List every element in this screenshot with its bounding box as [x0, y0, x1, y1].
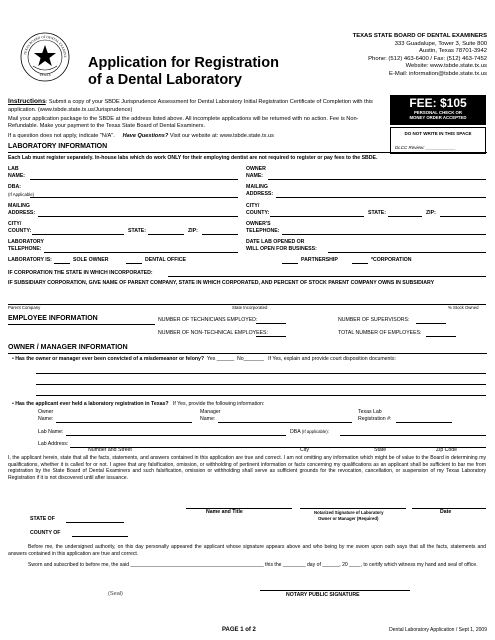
signature-field[interactable] — [300, 508, 406, 509]
fee-amount: FEE: $105 — [409, 96, 467, 110]
notary-signature-caption: NOTARY PUBLIC SIGNATURE — [286, 592, 360, 598]
fee-payment-1: PERSONAL CHECK OR — [414, 110, 462, 115]
board-address-2: Austin, Texas 78701-3942 — [418, 48, 487, 55]
owner-caption: Owner — [38, 409, 54, 415]
number-street-caption: Number and Street — [88, 447, 132, 453]
instructions-heading: Instructions — [8, 98, 46, 105]
registration-label: Registration #: — [358, 416, 392, 422]
owner-zip-label: ZIP: — [426, 210, 436, 216]
supervisors-field[interactable] — [416, 323, 446, 324]
lab-mailing-address-field[interactable] — [38, 216, 238, 217]
owner-state-field[interactable] — [388, 216, 422, 217]
city-caption: City — [300, 447, 309, 453]
technicians-field[interactable] — [256, 323, 286, 324]
board-contact-block — [353, 33, 487, 78]
state-caption: State — [374, 447, 387, 453]
lab-telephone-label: LABORATORY TELEPHONE: — [8, 239, 44, 252]
title-line-1: Application for Registration — [88, 55, 279, 71]
name-title-caption: Name and Title — [206, 509, 243, 515]
corp-state-field[interactable] — [168, 276, 486, 277]
prior-manager-name-field[interactable] — [218, 422, 352, 423]
lab-is-label: LABORATORY IS: — [8, 257, 52, 263]
date-opened-field[interactable] — [328, 252, 486, 253]
instructions-na-note: If a question does not apply, indicate "N/A". — [8, 133, 115, 140]
technicians-label: NUMBER OF TECHNICIANS EMPLOYED: — [158, 317, 258, 323]
owner-name-label: Name: — [38, 416, 54, 422]
board-address-1: 333 Guadalupe, Tower 3, Suite 800 — [394, 40, 487, 47]
divider — [8, 324, 155, 325]
title-line-2: of a Dental Laboratory — [88, 72, 242, 89]
fee-box — [390, 95, 486, 125]
sole-owner-checkbox[interactable] — [54, 263, 70, 264]
board-website: Website: www.tsbde.state.tx.us — [405, 63, 487, 70]
state-incorporated-caption: State Incorporated — [232, 305, 268, 310]
corporation-checkbox[interactable] — [352, 263, 368, 264]
seal-placeholder: (Seal) — [108, 591, 123, 597]
conviction-question: • Has the owner or manager ever been convicted of a misdemeanor or felony? Yes ______ No_______ If Yes, explain and provide court disposition documents: — [12, 356, 396, 362]
corporation-label: *CORPORATION — [371, 257, 412, 263]
office-use-box — [390, 127, 486, 154]
total-employees-field[interactable] — [426, 336, 456, 337]
partnership-checkbox[interactable] — [282, 263, 298, 264]
fee-payment-2: MONEY ORDER ACCEPTED — [409, 114, 467, 120]
manager-name-label: Name: — [200, 416, 216, 422]
texas-board-seal — [20, 32, 70, 82]
lab-state-label: STATE: — [128, 228, 146, 234]
dental-office-checkbox[interactable] — [126, 263, 142, 264]
owners-telephone-field[interactable] — [282, 234, 486, 235]
divider — [8, 152, 487, 153]
notarized-signature-caption: Notarized Signature of Laboratory — [314, 510, 384, 515]
lab-mailing-address-label: MAILING ADDRESS: — [8, 203, 36, 216]
prior-lab-address-label: Lab Address: — [38, 441, 69, 447]
notary-signature-field[interactable] — [260, 590, 410, 591]
lab-telephone-field[interactable] — [44, 252, 238, 253]
employee-info-heading: EMPLOYEE INFORMATION — [8, 315, 98, 322]
conviction-explain-line[interactable] — [36, 373, 486, 374]
dba-label: DBA: — [8, 184, 21, 190]
owner-manager-required-caption: Owner or Manager (Required) — [318, 516, 379, 521]
instructions — [8, 98, 386, 141]
state-of-label: STATE OF — [30, 516, 55, 522]
lab-name-field[interactable] — [30, 179, 238, 180]
non-technical-field[interactable] — [256, 336, 286, 337]
lab-name-label: LAB NAME: — [8, 166, 26, 179]
owner-mailing-address-field[interactable] — [276, 197, 486, 198]
dental-office-label: DENTAL OFFICE — [145, 257, 187, 263]
lab-info-heading: LABORATORY INFORMATION — [8, 143, 108, 150]
prior-owner-name-field[interactable] — [56, 422, 192, 423]
lab-state-field[interactable] — [148, 234, 184, 235]
owner-state-label: STATE: — [368, 210, 386, 216]
instructions-line-2: Mail your application package to the SBDE at the address listed above. All incomplete applications will be returned with no action. Fee is Non-Refundable. Make your payment to the Texas State Board of Dental Examiners. — [8, 115, 359, 130]
lab-zip-field[interactable] — [202, 234, 238, 235]
dba-note: (If Applicable) — [8, 192, 35, 197]
owner-manager-heading: OWNER / MANAGER INFORMATION — [8, 344, 128, 351]
manager-caption: Manager — [200, 409, 221, 415]
have-questions: Have Questions? — [122, 133, 169, 140]
partnership-label: PARTNERSHIP — [301, 257, 338, 263]
owner-name-field[interactable] — [268, 179, 486, 180]
corp-state-label: IF CORPORATION THE STATE IN WHICH INCORPORATED: — [8, 270, 153, 276]
owners-telephone-label: OWNER'S TELEPHONE: — [246, 221, 280, 234]
supervisors-label: NUMBER OF SUPERVISORS: — [338, 317, 410, 323]
sworn-paragraph: Sworn and subscribed to before me, the said _______________________________________________ this the ________ day of ______, 20 ____, to certify which witness my hand and seal of office. — [28, 562, 478, 568]
prior-registration-question: • Has the applicant ever held a laboratory registration in Texas? If Yes, provide the following information: — [12, 401, 265, 407]
page-number: PAGE 1 of 2 — [222, 627, 256, 633]
prior-lab-address-field[interactable] — [70, 447, 486, 448]
county-of-label: COUNTY OF — [30, 530, 61, 536]
sole-owner-label: SOLE OWNER — [73, 257, 109, 263]
subsidiary-label: IF SUBSIDIARY CORPORATION, GIVE NAME OF PARENT COMPANY, STATE IN WHICH CORPORATED, AND PERCENT OF STOCK PARENT COMPANY OWNS IN SUBSIDIARY — [8, 280, 435, 286]
board-name: TEXAS STATE BOARD OF DENTAL EXAMINERS — [352, 33, 487, 39]
prior-dba-field[interactable] — [340, 435, 486, 436]
dlcc-review: DLCC Review: ____________ — [395, 144, 456, 150]
pct-stock-caption: % Stock Owned — [448, 305, 479, 310]
seal-bottom-text: TEXAS — [39, 73, 51, 77]
state-of-field[interactable] — [66, 522, 124, 523]
conviction-yes[interactable]: Yes ______ — [206, 356, 235, 362]
owner-name-label: OWNER NAME: — [246, 166, 266, 179]
conviction-explain-line[interactable] — [36, 395, 486, 396]
owner-zip-field[interactable] — [440, 216, 486, 217]
texas-lab-caption: Texas Lab — [358, 409, 382, 415]
lab-zip-label: ZIP: — [188, 228, 198, 234]
board-email: E-Mail: information@tsbde.state.tx.us — [389, 70, 487, 77]
divider — [8, 353, 487, 354]
prior-lab-name-label: Lab Name: — [38, 429, 64, 435]
non-technical-label: NUMBER OF NON-TECHNICAL EMPLOYEES: — [158, 330, 268, 336]
instructions-line-1: : Submit a copy of your SBDE Jurisprudence Assessment for Dental Laboratory Initial Registration Certificate of Completion with this application. (www.tsbde.state.tx.us/Jurisprudence) — [8, 99, 373, 113]
conviction-no[interactable]: No_______ — [237, 356, 264, 362]
seal-text: TEXAS BOARD OF DENTAL EXAMINE — [23, 34, 68, 58]
conviction-explain-line[interactable] — [36, 384, 486, 385]
date-opened-label: DATE LAB OPENED OR WILL OPEN FOR BUSINESS: — [246, 239, 317, 252]
registration-field[interactable] — [396, 422, 452, 423]
date-caption: Date — [440, 509, 452, 515]
board-phone: Phone: (512) 463-6400 / Fax: (512) 463-7452 — [368, 55, 487, 62]
form-version: Dental Laboratory Application / Sept 1, 2009 — [389, 627, 487, 633]
form-title — [88, 55, 279, 90]
before-me-paragraph: Before me, the undersigned authority, on this day personally appeared the applicant whose signature appears above and who being by me sworn upon oath says that all the facts, statements and answers contained in this application are true and correct. — [8, 544, 486, 557]
lab-city-county-label: CITY/ COUNTY: — [8, 221, 32, 234]
owner-city-county-label: CITY/ COUNTY: — [246, 203, 270, 216]
lab-city-county-field[interactable] — [32, 234, 124, 235]
owner-city-county-field[interactable] — [270, 216, 364, 217]
owner-mailing-address-label: MAILING ADDRESS: — [246, 184, 274, 197]
attestation-paragraph: I, the applicant herein, state that all the facts, statements, and answers contained in this application are true and correct. I am not omitting any information which might be of value to the Board in determining my qualifications, whether it is called for or not. I agree that any falsification, omission, or withholding of pertinent information or facts concerning my qualifications as an applicant shall be sufficient to bar me from registration by the State Board of Dental Examiners and such falsification, omission or withholding shall serve as sufficient grounds for the revocation, cancellation, or suspension of my Texas Laboratory Registration if it is not discovered until after issuance. — [8, 455, 486, 481]
prior-lab-name-field[interactable] — [66, 435, 286, 436]
website-note: Visit our website at: www.tsbde.state.tx.us — [169, 133, 274, 140]
dba-field[interactable] — [30, 197, 238, 198]
zip-caption: Zip Code — [436, 447, 458, 453]
prior-dba-label: DBA (If applicable): — [290, 429, 329, 435]
parent-company-caption: Parent Company — [8, 305, 41, 310]
lab-info-note: Each Lab must register separately. In-house labs which do work ONLY for their employing dentist are not required to register or pay fees to the SBDE. — [8, 155, 378, 161]
total-employees-label: TOTAL NUMBER OF EMPLOYEES: — [338, 330, 422, 336]
county-of-field[interactable] — [72, 536, 128, 537]
do-not-write-heading: DO NOT WRITE IN THIS SPACE — [404, 131, 472, 136]
